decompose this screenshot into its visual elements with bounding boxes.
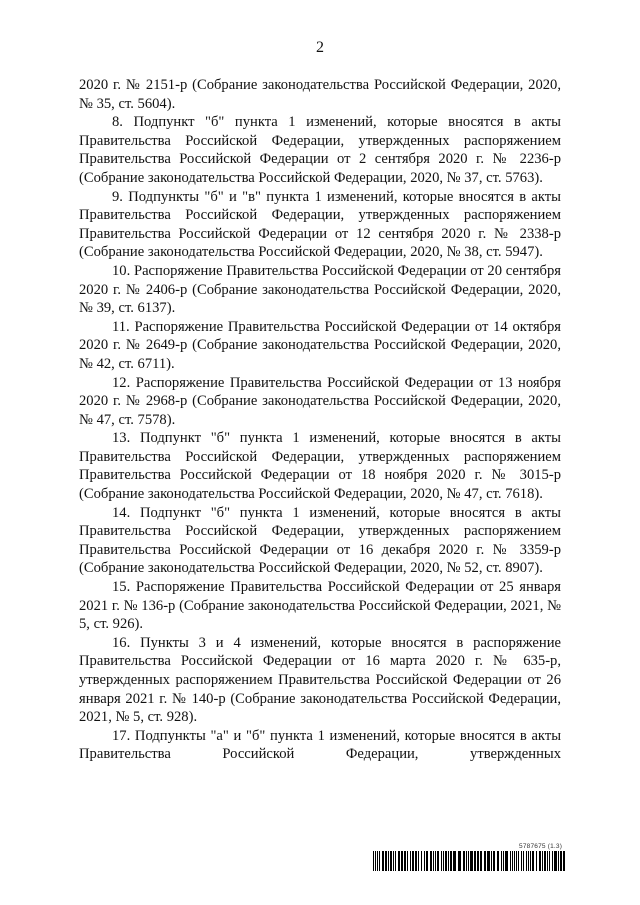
- paragraph-item-14: 14. Подпункт "б" пункта 1 изменений, которые вносятся в акты Правительства Российской Федерации, утвержденных распоряжением Правительства Российской Федерации от 16 декабря 2020 г. № 3359-р (Собрание законодательства Российской Федерации, 2020, № 52, ст. 8907).: [79, 504, 561, 577]
- paragraph-continuation: 2020 г. № 2151-р (Собрание законодательства Российской Федерации, 2020, № 35, ст. 5604).: [79, 77, 561, 112]
- document-body: [79, 76, 561, 764]
- paragraph-item-10: 10. Распоряжение Правительства Российской Федерации от 20 сентября 2020 г. № 2406-р (Собрание законодательства Российской Федерации, 2020, № 39, ст. 6137).: [79, 262, 561, 317]
- paragraph-item-13: 13. Подпункт "б" пункта 1 изменений, которые вносятся в акты Правительства Российской Федерации, утвержденных распоряжением Правительства Российской Федерации от 18 ноября 2020 г. № 3015-р (Собрание законодательства Российской Федерации, 2020, № 47, ст. 7618).: [79, 430, 561, 503]
- paragraph-item-11: 11. Распоряжение Правительства Российской Федерации от 14 октября 2020 г. № 2649-р (Собрание законодательства Российской Федерации, 2020, № 42, ст. 6711).: [79, 318, 561, 372]
- barcode-icon: [373, 851, 565, 871]
- paragraph-item-17: 17. Подпункты "а" и "б" пункта 1 изменений, которые вносятся в акты Правительства Российской Федерации, утвержденных: [79, 727, 561, 763]
- paragraph-item-16: 16. Пункты 3 и 4 изменений, которые вносятся в распоряжение Правительства Российской Федерации от 16 марта 2020 г. № 635-р, утвержденных распоряжением Правительства Российской Федерации от 26 января 2021 г. № 140-р (Собрание законодательства Российской Федерации, 2021, № 5, ст. 928).: [79, 634, 561, 726]
- paragraph-item-12: 12. Распоряжение Правительства Российской Федерации от 13 ноября 2020 г. № 2968-р (Собрание законодательства Российской Федерации, 2020, № 47, ст. 7578).: [79, 374, 561, 428]
- paragraph-item-8: 8. Подпункт "б" пункта 1 изменений, которые вносятся в акты Правительства Российской Федерации, утвержденных распоряжением Правительства Российской Федерации от 2 сентября 2020 г. № 2236-р (Собрание законодательства Российской Федерации, 2020, № 37, ст. 5763).: [79, 114, 561, 186]
- document-code: 5787675 (1.3): [519, 843, 563, 850]
- paragraph-item-15: 15. Распоряжение Правительства Российской Федерации от 25 января 2021 г. № 136-р (Собрание законодательства Российской Федерации, 2021, № 5, ст. 926).: [79, 579, 561, 633]
- page-number: 2: [316, 39, 324, 56]
- paragraph-item-9: 9. Подпункты "б" и "в" пункта 1 изменений, которые вносятся в акты Правительства Российской Федерации, утвержденных распоряжением Правительства Российской Федерации от 12 сентября 2020 г. № 2338-р (Собрание законодательства Российской Федерации, 2020, № 38, ст. 5947).: [79, 188, 561, 261]
